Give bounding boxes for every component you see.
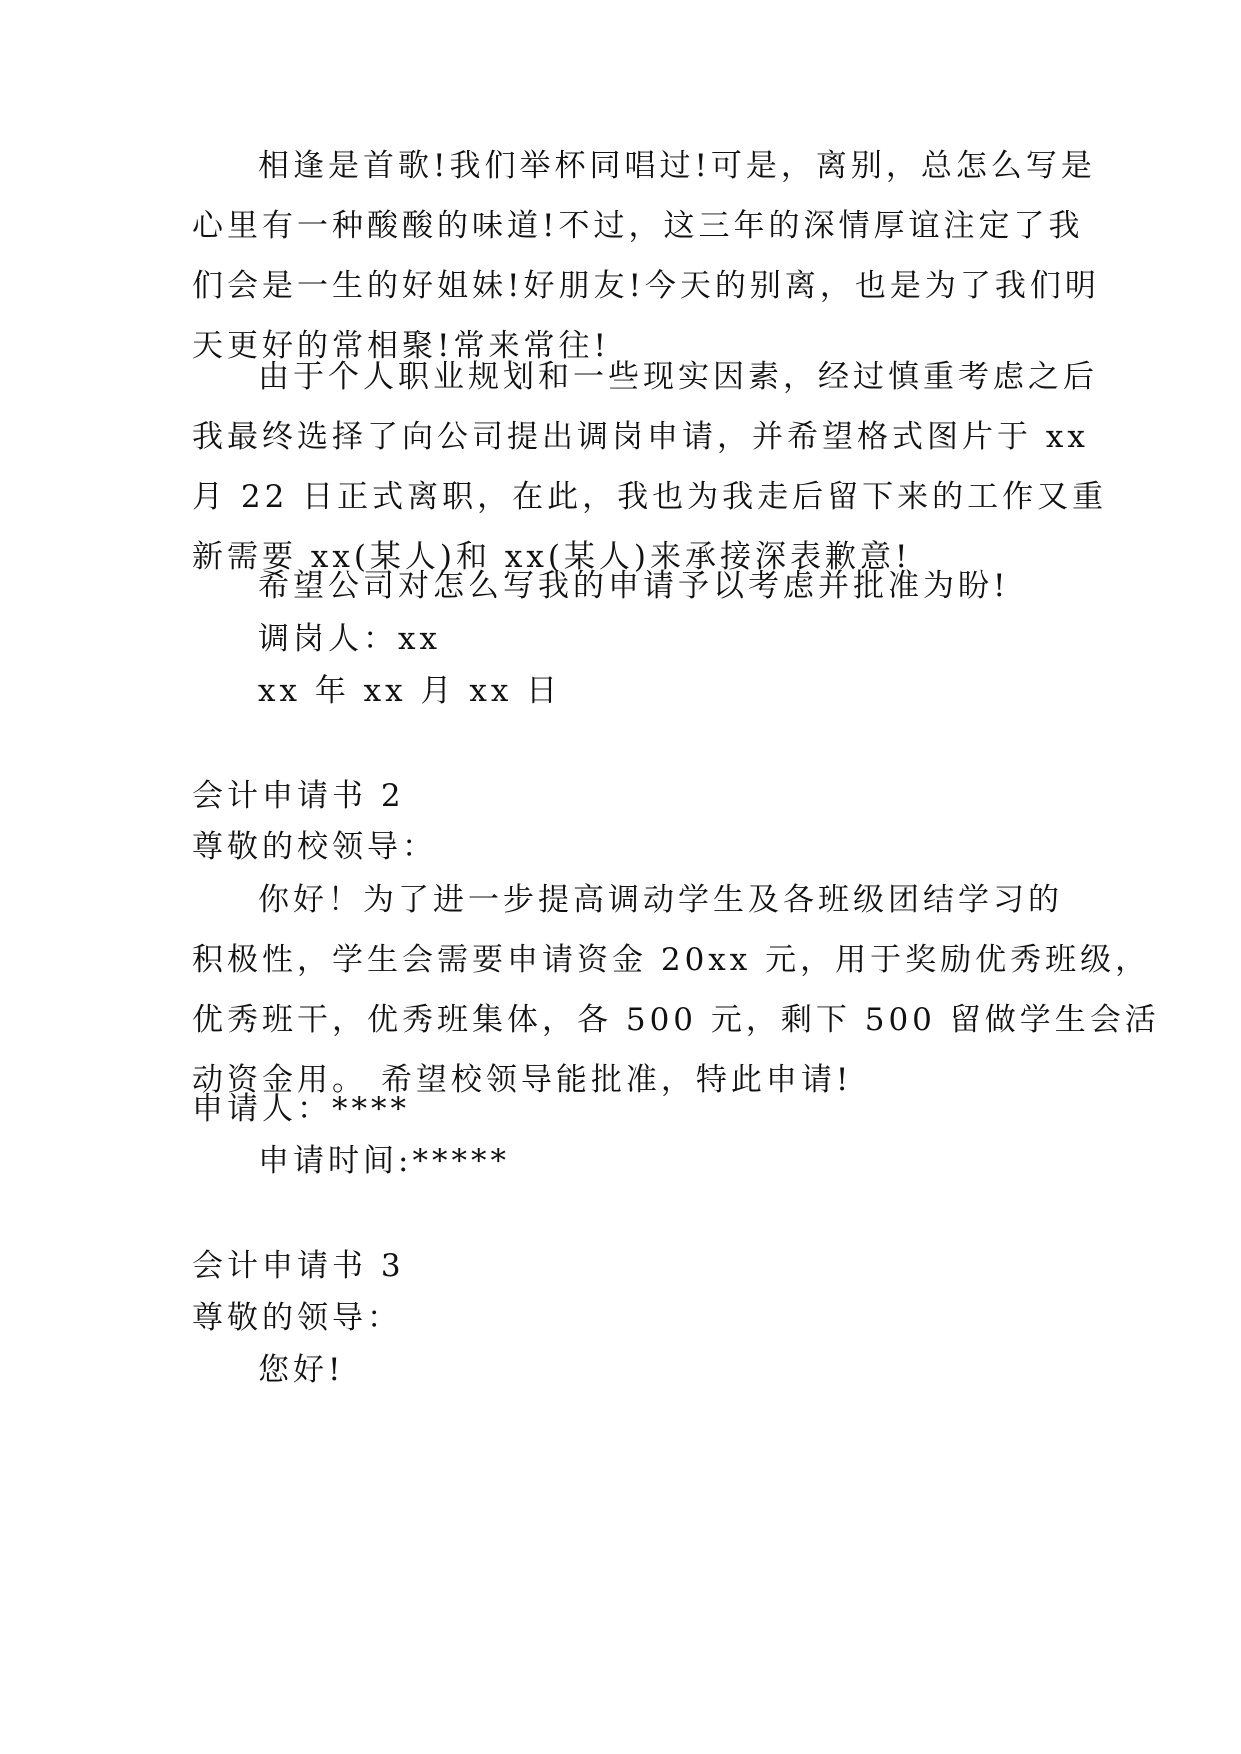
text-line: 希望公司对怎么写我的申请予以考虑并批准为盼! [258, 568, 1010, 604]
heading-text: 会计申请书 2 [192, 778, 405, 814]
salutation-text: 尊敬的校领导： [192, 829, 437, 865]
heading-text: 会计申请书 3 [192, 1248, 405, 1284]
greeting-line [192, 1340, 1072, 1400]
signature-date: xx 年 xx 月 xx 日 [258, 673, 562, 709]
text-line: 你好！为了进一步提高调动学生及各班级团结学习的 [258, 882, 1063, 918]
text-line: 们会是一生的好姐妹!好朋友!今天的别离，也是为了我们明 [192, 268, 1100, 304]
text-line: 相逢是首歌!我们举杯同唱过!可是，离别，总怎么写是 [258, 148, 1096, 184]
paragraph-farewell [192, 136, 1100, 376]
section-title-3 [192, 1236, 1072, 1296]
text-line: 积极性，学生会需要申请资金 20xx 元，用于奖励优秀班级， [192, 942, 1151, 978]
paragraph-fund-request [192, 870, 1160, 1110]
text-line: 天更好的常相聚!常来常往! [192, 328, 610, 364]
apply-time-text: 申请时间:***** [258, 1143, 510, 1179]
text-line: 动资金用。 希望校领导能批准，特此申请! [192, 1062, 853, 1098]
paragraph-transfer-reason [192, 347, 1108, 587]
text-line: 心里有一种酸酸的味道!不过，这三年的深情厚谊注定了我 [192, 208, 1084, 244]
text-line: 新需要 xx(某人)和 xx(某人)来承接深表歉意! [192, 539, 912, 575]
applicant-line [192, 1079, 1072, 1139]
salutation-3 [192, 1288, 1072, 1348]
salutation-text: 尊敬的领导： [192, 1300, 402, 1336]
signer-line [192, 609, 1072, 669]
salutation-2 [192, 817, 1072, 877]
greeting-text: 您好! [258, 1352, 345, 1388]
text-line: 我最终选择了向公司提出调岗申请，并希望格式图片于 xx [192, 419, 1089, 455]
text-line: 优秀班干，优秀班集体，各 500 元，剩下 500 留做学生会活 [192, 1002, 1160, 1038]
text-line: 月 22 日正式离职，在此，我也为我走后留下来的工作又重 [192, 479, 1108, 515]
paragraph-request-approval [192, 556, 1072, 616]
apply-time-line [192, 1131, 1072, 1191]
text-line: 由于个人职业规划和一些现实因素，经过慎重考虑之后 [258, 359, 1098, 395]
applicant-text: 申请人：**** [192, 1091, 410, 1127]
date-line [192, 661, 1072, 721]
signer-name: 调岗人：xx [258, 621, 441, 657]
